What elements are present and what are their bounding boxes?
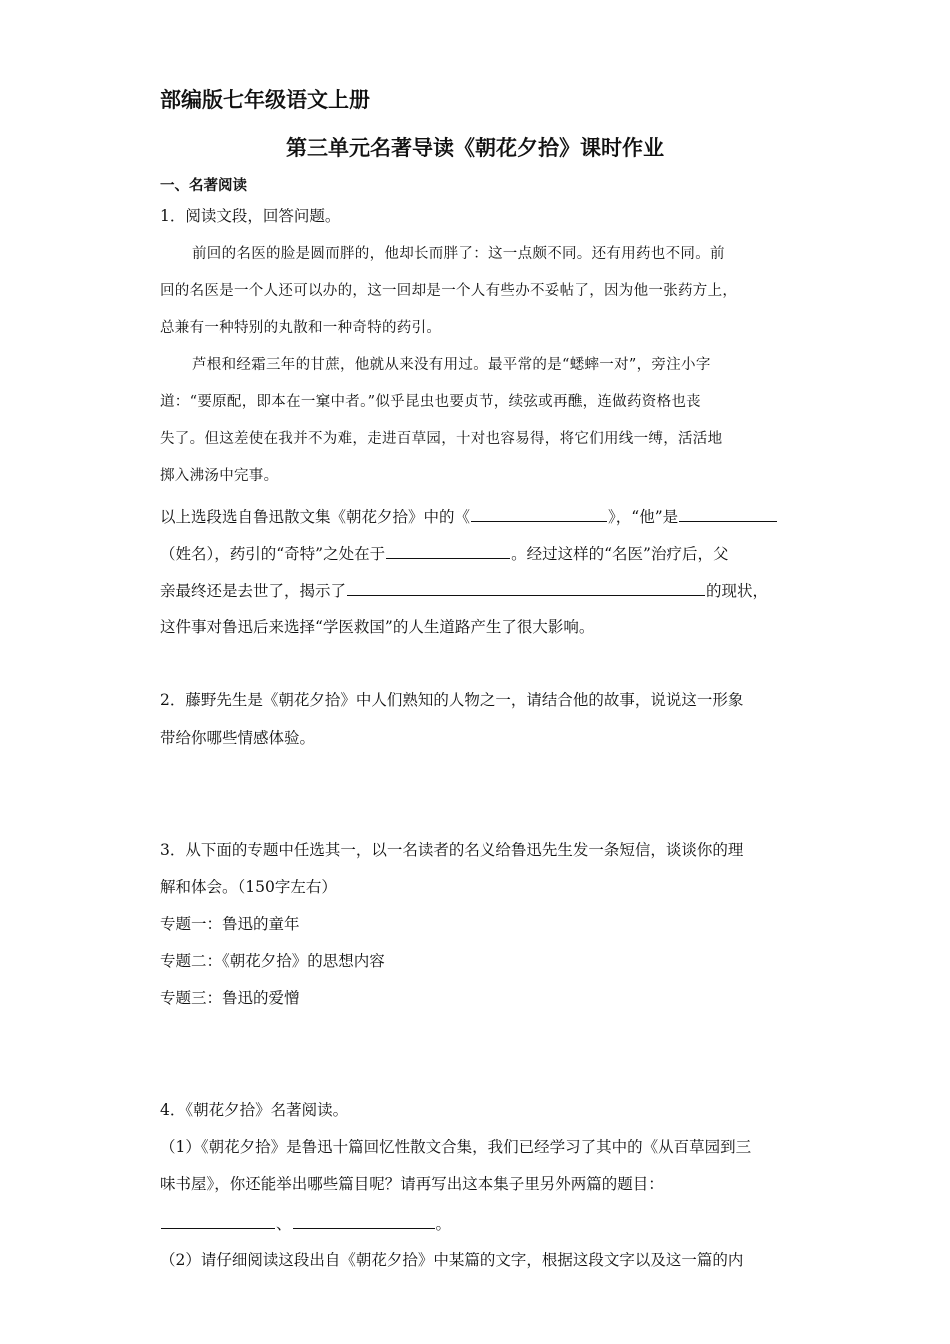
q4-answer-line [160, 1212, 451, 1234]
answer-blank-essay-title[interactable] [471, 505, 607, 522]
q1-fill-line-1 [160, 505, 778, 527]
fill-text: 。经过这样的“名医”治疗后，父 [511, 545, 729, 563]
separator: 、 [276, 1215, 292, 1233]
q4-part1-line: 味书屋》，你还能举出哪些篇目呢？请再写出这本集子里另外两篇的题目： [160, 1175, 664, 1193]
passage-line: 失了。但这差使在我并不为难，走进百草园，十对也容易得，将它们用线一缚，活活地 [160, 431, 723, 447]
passage-line: 前回的名医的脸是圆而胖的，他却长而胖了：这一点颇不同。还有用药也不同。前 [192, 246, 725, 262]
answer-blank-special-feature[interactable] [386, 542, 510, 559]
q1-fill-line-2 [160, 542, 728, 564]
passage-line: 芦根和经霜三年的甘蔗，他就从来没有用过。最平常的是“蟋蟀一对”，旁注小字 [192, 357, 711, 373]
passage-line: 道：“要原配，即本在一窠中者。”似乎昆虫也要贞节，续弦或再醮，连做药资格也丧 [160, 394, 701, 410]
answer-blank-title-1[interactable] [161, 1212, 275, 1229]
passage-line: 总兼有一种特别的丸散和一种奇特的药引。 [160, 320, 442, 336]
document-subtitle: 第三单元名著导读《朝花夕拾》课时作业 [286, 136, 664, 160]
answer-blank-situation[interactable] [347, 579, 705, 596]
q3-topic: 专题三：鲁迅的爱憎 [160, 989, 300, 1007]
answer-blank-title-2[interactable] [293, 1212, 435, 1229]
document-title: 部编版七年级语文上册 [160, 88, 370, 112]
passage-line: 掷入沸汤中完事。 [160, 468, 279, 484]
fill-text: 的现状， [706, 582, 769, 600]
q2-line: 带给你哪些情感体验。 [160, 729, 316, 747]
q1-prompt: 1．阅读文段，回答问题。 [160, 207, 341, 225]
passage-line: 回的名医是一个人还可以办的，这一回却是一个人有些办不妥帖了，因为他一张药方上， [160, 283, 738, 299]
q3-line: 解和体会。（150字左右） [160, 878, 337, 896]
q3-topic: 专题一：鲁迅的童年 [160, 915, 300, 933]
q4-part2-line: （2）请仔细阅读这段出自《朝花夕拾》中某篇的文字，根据这段文字以及这一篇的内 [160, 1251, 744, 1269]
section-heading: 一、名著阅读 [160, 178, 247, 194]
q3-topic: 专题二：《朝花夕拾》的思想内容 [160, 952, 385, 970]
fill-text: （姓名），药引的“奇特”之处在于 [160, 545, 386, 563]
q2-line: 2．藤野先生是《朝花夕拾》中人们熟知的人物之一，请结合他的故事，说说这一形象 [160, 691, 744, 709]
fill-text: 以上选段选自鲁迅散文集《朝花夕拾》中的《 [160, 508, 471, 526]
q4-part1-line: （1）《朝花夕拾》是鲁迅十篇回忆性散文合集，我们已经学习了其中的《从百草园到三 [160, 1138, 752, 1156]
fill-text: 》，“他”是 [608, 508, 679, 526]
q1-fill-line-3 [160, 579, 768, 601]
q1-fill-line-4: 这件事对鲁迅后来选择“学医救国”的人生道路产生了很大影响。 [160, 618, 595, 636]
answer-blank-doctor-name[interactable] [679, 505, 777, 522]
fill-text: 亲最终还是去世了，揭示了 [160, 582, 347, 600]
q4-prompt: 4．《朝花夕拾》名著阅读。 [160, 1101, 349, 1119]
period: 。 [435, 1215, 452, 1233]
q3-line: 3．从下面的专题中任选其一，以一名读者的名义给鲁迅先生发一条短信，谈谈你的理 [160, 841, 744, 859]
